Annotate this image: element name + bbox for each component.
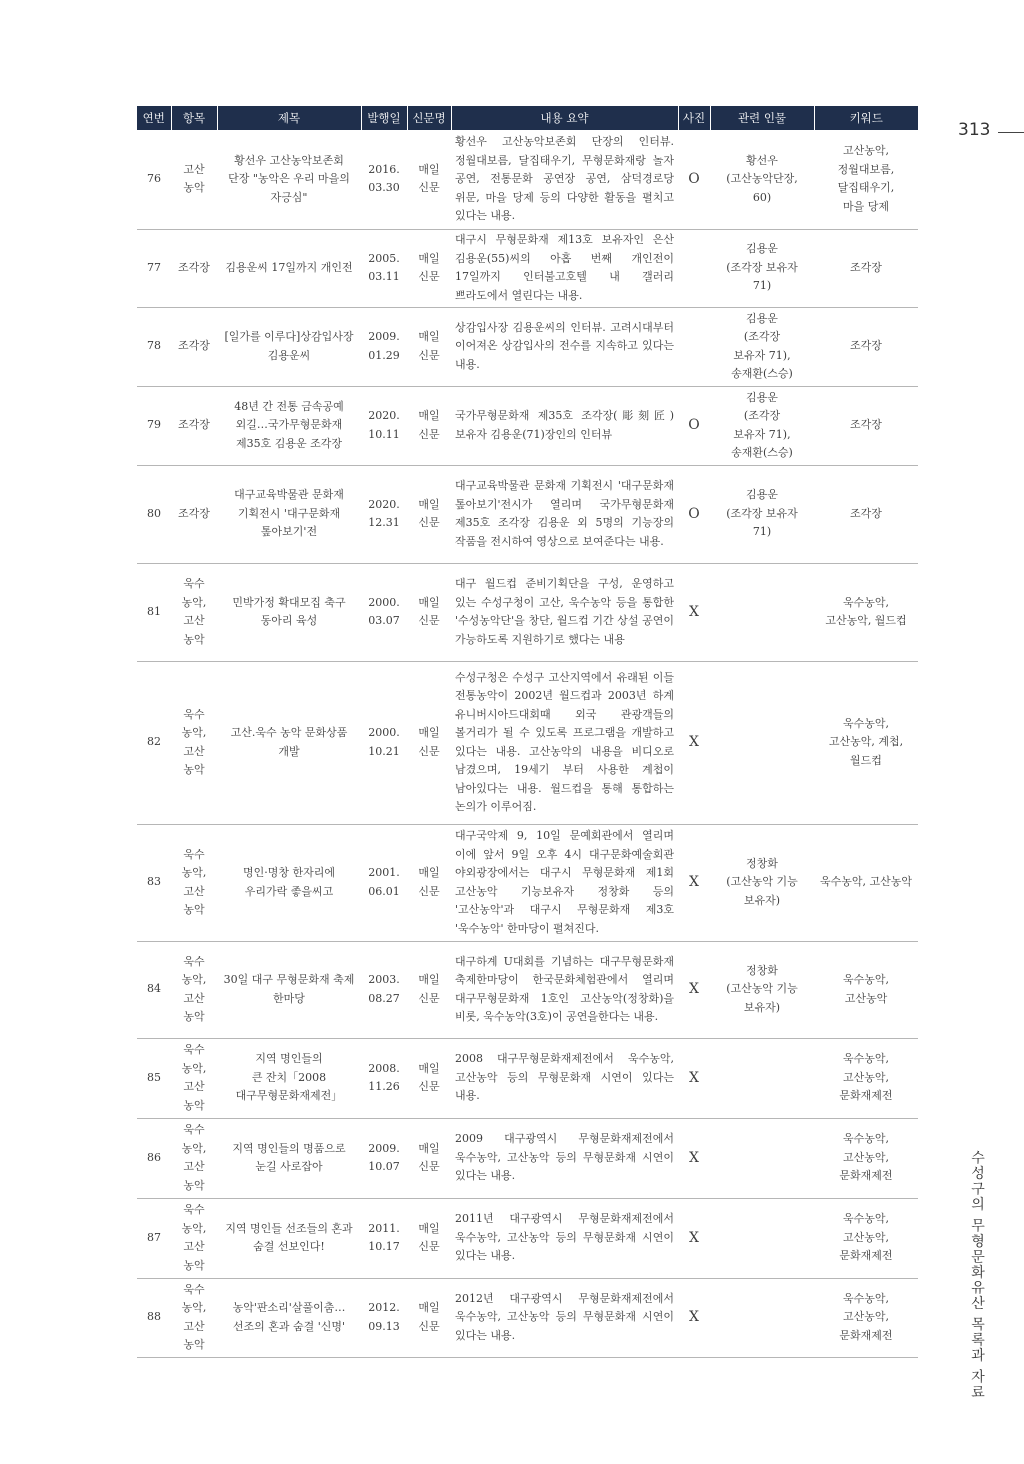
- cell-summary: 대구국악제 9, 10일 문예회관에서 열리며 이에 앞서 9일 오후 4시 대구문화예술회관 야외광장에서는 대구시 무형문화재 제1회 고산농악 기능보유자 정창화 등의 '고산농악'과 대구시 무형문화재 제3호 '욱수농악' 한마당이 펼쳐진다.: [451, 824, 678, 941]
- header-keywords: 키워드: [814, 106, 918, 130]
- table-header-row: [137, 106, 918, 130]
- cell-keywords: 조각장: [814, 229, 918, 307]
- cell-category: 고산 농악: [171, 130, 217, 229]
- cell-summary: 2011년 대구광역시 무형문화재제전에서 욱수농악, 고산농악 등의 무형문화재 시연이 있다는 내용.: [451, 1198, 678, 1278]
- cell-newspaper: 매일 신문: [407, 1118, 451, 1198]
- cell-no: 81: [137, 563, 171, 661]
- cell-person: [710, 661, 814, 824]
- cell-summary: 대구하계 U대회를 기념하는 대구무형문화재 축제한마당이 한국문화체험관에서 열리며 대구무형문화재 1호인 고산농악(정창화)을 비롯, 욱수농악(3호)이 공연을한다는 내용.: [451, 941, 678, 1038]
- header-category: 항목: [171, 106, 217, 130]
- cell-title: 대구교육박물관 문화재 기획전시 '대구문화재 톺아보기'전: [217, 465, 361, 563]
- cell-keywords: 조각장: [814, 386, 918, 465]
- cell-keywords: 조각장: [814, 465, 918, 563]
- cell-no: 85: [137, 1038, 171, 1118]
- header-date: 발행일: [361, 106, 407, 130]
- table-row: [137, 307, 918, 386]
- cell-summary: 수성구청은 수성구 고산지역에서 유래된 이들 전통농악이 2002년 월드컵과 2003년 하계 유니버시아드대회때 외국 관광객들의 볼거리가 될 수 있도록 프로그램을 개발하고 있다는 내용. 고산농악의 내용을 비디오로 남겼으며, 19세기 부터 사용한 계첩이 남아있다는 내용. 월드컵을 통해 통합하는 논의가 이루어짐.: [451, 661, 678, 824]
- cell-title: 지역 명인들 선조들의 혼과 숨결 선보인다!: [217, 1198, 361, 1278]
- cell-newspaper: 매일 신문: [407, 941, 451, 1038]
- cell-photo: O: [678, 465, 710, 563]
- cell-date: 2020. 12.31: [361, 465, 407, 563]
- cell-person: [710, 1038, 814, 1118]
- table-row: [137, 1118, 918, 1198]
- cell-category: 조각장: [171, 229, 217, 307]
- cell-title: 지역 명인들의 큰 잔치「2008 대구무형문화재제전」: [217, 1038, 361, 1118]
- cell-photo: O: [678, 130, 710, 229]
- cell-no: 76: [137, 130, 171, 229]
- cell-date: 2012. 09.13: [361, 1278, 407, 1357]
- header-photo: 사진: [678, 106, 710, 130]
- cell-category: 욱수 농악, 고산 농악: [171, 1118, 217, 1198]
- cell-summary: 2012년 대구광역시 무형문화재제전에서 욱수농악, 고산농악 등의 무형문화재 시연이 있다는 내용.: [451, 1278, 678, 1357]
- cell-category: 조각장: [171, 386, 217, 465]
- cell-title: 고산.욱수 농악 문화상품 개발: [217, 661, 361, 824]
- cell-summary: 황선우 고산농악보존회 단장의 인터뷰. 정월대보름, 달집태우기, 무형문화재랑 놀자 공연, 전통문화 공연장 공연, 삼덕경로당 위문, 마을 당제 등의 다양한 활동을 펼치고 있다는 내용.: [451, 130, 678, 229]
- cell-person: 김용운 (조각장 보유자 71): [710, 229, 814, 307]
- cell-photo: X: [678, 1198, 710, 1278]
- cell-title: [일가를 이루다]상감입사장 김용운씨: [217, 307, 361, 386]
- table-row: [137, 130, 918, 229]
- cell-no: 83: [137, 824, 171, 941]
- cell-photo: X: [678, 824, 710, 941]
- cell-title: 명인·명창 한자리에 우리가락 좋을씨고: [217, 824, 361, 941]
- cell-person: 정창화 (고산농악 기능 보유자): [710, 824, 814, 941]
- cell-person: 황선우 (고산농악단장, 60): [710, 130, 814, 229]
- cell-keywords: 욱수농악, 고산농악, 문화재제전: [814, 1278, 918, 1357]
- page-number: 313: [958, 120, 991, 140]
- cell-newspaper: 매일 신문: [407, 386, 451, 465]
- cell-no: 84: [137, 941, 171, 1038]
- cell-date: 2000. 03.07: [361, 563, 407, 661]
- cell-photo: O: [678, 386, 710, 465]
- cell-date: 2008. 11.26: [361, 1038, 407, 1118]
- cell-newspaper: 매일 신문: [407, 1038, 451, 1118]
- cell-date: 2000. 10.21: [361, 661, 407, 824]
- cell-person: 김용운 (조각장 보유자 71): [710, 465, 814, 563]
- cell-photo: [678, 307, 710, 386]
- side-section-title: 수성구의 무형문화유산 목록과 자료: [969, 1150, 985, 1401]
- cell-newspaper: 매일 신문: [407, 1198, 451, 1278]
- cell-category: 욱수 농악, 고산 농악: [171, 563, 217, 661]
- cell-summary: 2008 대구무형문화재제전에서 욱수농악, 고산농악 등의 무형문화재 시연이 있다는 내용.: [451, 1038, 678, 1118]
- cell-category: 욱수 농악, 고산 농악: [171, 1198, 217, 1278]
- cell-person: 정창화 (고산농악 기능 보유자): [710, 941, 814, 1038]
- table-row: [137, 386, 918, 465]
- table-row: [137, 1198, 918, 1278]
- table-row: [137, 824, 918, 941]
- cell-title: 지역 명인들의 명품으로 눈길 사로잡아: [217, 1118, 361, 1198]
- cell-newspaper: 매일 신문: [407, 563, 451, 661]
- cell-person: 김용운 (조각장 보유자 71), 송재환(스승): [710, 386, 814, 465]
- cell-newspaper: 매일 신문: [407, 824, 451, 941]
- cell-person: [710, 1198, 814, 1278]
- cell-date: 2011. 10.17: [361, 1198, 407, 1278]
- cell-summary: 상감입사장 김용운씨의 인터뷰. 고려시대부터 이어져온 상감입사의 전수를 지속하고 있다는 내용.: [451, 307, 678, 386]
- cell-date: 2005. 03.11: [361, 229, 407, 307]
- cell-person: [710, 1118, 814, 1198]
- cell-keywords: 고산농악, 정월대보름, 달집태우기, 마을 당제: [814, 130, 918, 229]
- cell-keywords: 조각장: [814, 307, 918, 386]
- cell-photo: [678, 229, 710, 307]
- cell-person: [710, 563, 814, 661]
- cell-summary: 2009 대구광역시 무형문화재제전에서 욱수농악, 고산농악 등의 무형문화재 시연이 있다는 내용.: [451, 1118, 678, 1198]
- cell-category: 조각장: [171, 465, 217, 563]
- cell-date: 2003. 08.27: [361, 941, 407, 1038]
- cell-photo: X: [678, 1118, 710, 1198]
- table-body: [137, 130, 918, 1357]
- cell-keywords: 욱수농악, 고산농악, 문화재제전: [814, 1198, 918, 1278]
- cell-title: 김용운씨 17일까지 개인전: [217, 229, 361, 307]
- table-row: [137, 1278, 918, 1357]
- header-no: 연번: [137, 106, 171, 130]
- header-person: 관련 인물: [710, 106, 814, 130]
- header-summary: 내용 요약: [451, 106, 678, 130]
- cell-date: 2020. 10.11: [361, 386, 407, 465]
- cell-photo: X: [678, 1278, 710, 1357]
- cell-no: 88: [137, 1278, 171, 1357]
- cell-title: 30일 대구 무형문화재 축제 한마당: [217, 941, 361, 1038]
- page-number-rule: [998, 132, 1024, 133]
- cell-keywords: 욱수농악, 고산농악, 계첩, 월드컵: [814, 661, 918, 824]
- cell-category: 욱수 농악, 고산 농악: [171, 1278, 217, 1357]
- cell-photo: X: [678, 661, 710, 824]
- header-newspaper: 신문명: [407, 106, 451, 130]
- cell-no: 87: [137, 1198, 171, 1278]
- cell-keywords: 욱수농악, 고산농악, 문화재제전: [814, 1038, 918, 1118]
- cell-no: 80: [137, 465, 171, 563]
- cell-category: 욱수 농악, 고산 농악: [171, 941, 217, 1038]
- table-row: [137, 229, 918, 307]
- cell-keywords: 욱수농악, 고산농악, 월드컵: [814, 563, 918, 661]
- cell-no: 86: [137, 1118, 171, 1198]
- table-row: [137, 563, 918, 661]
- cell-keywords: 욱수농악, 고산농악: [814, 824, 918, 941]
- cell-newspaper: 매일 신문: [407, 1278, 451, 1357]
- cell-title: 농악'판소리'살풀이춤… 선조의 혼과 숨결 '신명': [217, 1278, 361, 1357]
- cell-newspaper: 매일 신문: [407, 130, 451, 229]
- cell-person: [710, 1278, 814, 1357]
- cell-category: 욱수 농악, 고산 농악: [171, 824, 217, 941]
- cell-date: 2009. 01.29: [361, 307, 407, 386]
- cell-date: 2001. 06.01: [361, 824, 407, 941]
- cell-category: 조각장: [171, 307, 217, 386]
- cell-summary: 국가무형문화재 제35호 조각장(彫刻匠) 보유자 김용운(71)장인의 인터뷰: [451, 386, 678, 465]
- table-row: [137, 465, 918, 563]
- cell-title: 황선우 고산농악보존회 단장 "농악은 우리 마을의 자긍심": [217, 130, 361, 229]
- cell-date: 2009. 10.07: [361, 1118, 407, 1198]
- cell-date: 2016. 03.30: [361, 130, 407, 229]
- cell-newspaper: 매일 신문: [407, 465, 451, 563]
- cell-photo: X: [678, 941, 710, 1038]
- cell-person: 김용운 (조각장 보유자 71), 송재환(스승): [710, 307, 814, 386]
- cell-no: 79: [137, 386, 171, 465]
- cell-summary: 대구시 무형문화재 제13호 보유자인 은산 김용운(55)씨의 아홉 번째 개인전이 17일까지 인터불고호텔 내 갤러리 쁘라도에서 열린다는 내용.: [451, 229, 678, 307]
- cell-keywords: 욱수농악, 고산농악: [814, 941, 918, 1038]
- cell-photo: X: [678, 1038, 710, 1118]
- cell-category: 욱수 농악, 고산 농악: [171, 1038, 217, 1118]
- cell-summary: 대구교육박물관 문화재 기획전시 '대구문화재 톺아보기'전시가 열리며 국가무형문화재 제35호 조각장 김용운 외 5명의 기능장의 작품을 전시하여 영상으로 보여준다는 내용.: [451, 465, 678, 563]
- cell-no: 78: [137, 307, 171, 386]
- cell-no: 82: [137, 661, 171, 824]
- cell-title: 민박가정 확대모집 축구 동아리 육성: [217, 563, 361, 661]
- table-row: [137, 661, 918, 824]
- cell-newspaper: 매일 신문: [407, 307, 451, 386]
- cell-newspaper: 매일 신문: [407, 229, 451, 307]
- header-title: 제목: [217, 106, 361, 130]
- cell-photo: X: [678, 563, 710, 661]
- cell-no: 77: [137, 229, 171, 307]
- cell-title: 48년 간 전통 금속공예 외길…국가무형문화재 제35호 김용운 조각장: [217, 386, 361, 465]
- table-row: [137, 1038, 918, 1118]
- cell-keywords: 욱수농악, 고산농악, 문화재제전: [814, 1118, 918, 1198]
- table-row: [137, 941, 918, 1038]
- cell-summary: 대구 월드컵 준비기획단을 구성, 운영하고 있는 수성구청이 고산, 욱수농악 등을 통합한 '수성농악단'을 창단, 월드컵 기간 상설 공연이 가능하도록 지원하기로 했다는 내용: [451, 563, 678, 661]
- newspaper-catalog-table: [137, 106, 918, 1358]
- cell-newspaper: 매일 신문: [407, 661, 451, 824]
- cell-category: 욱수 농악, 고산 농악: [171, 661, 217, 824]
